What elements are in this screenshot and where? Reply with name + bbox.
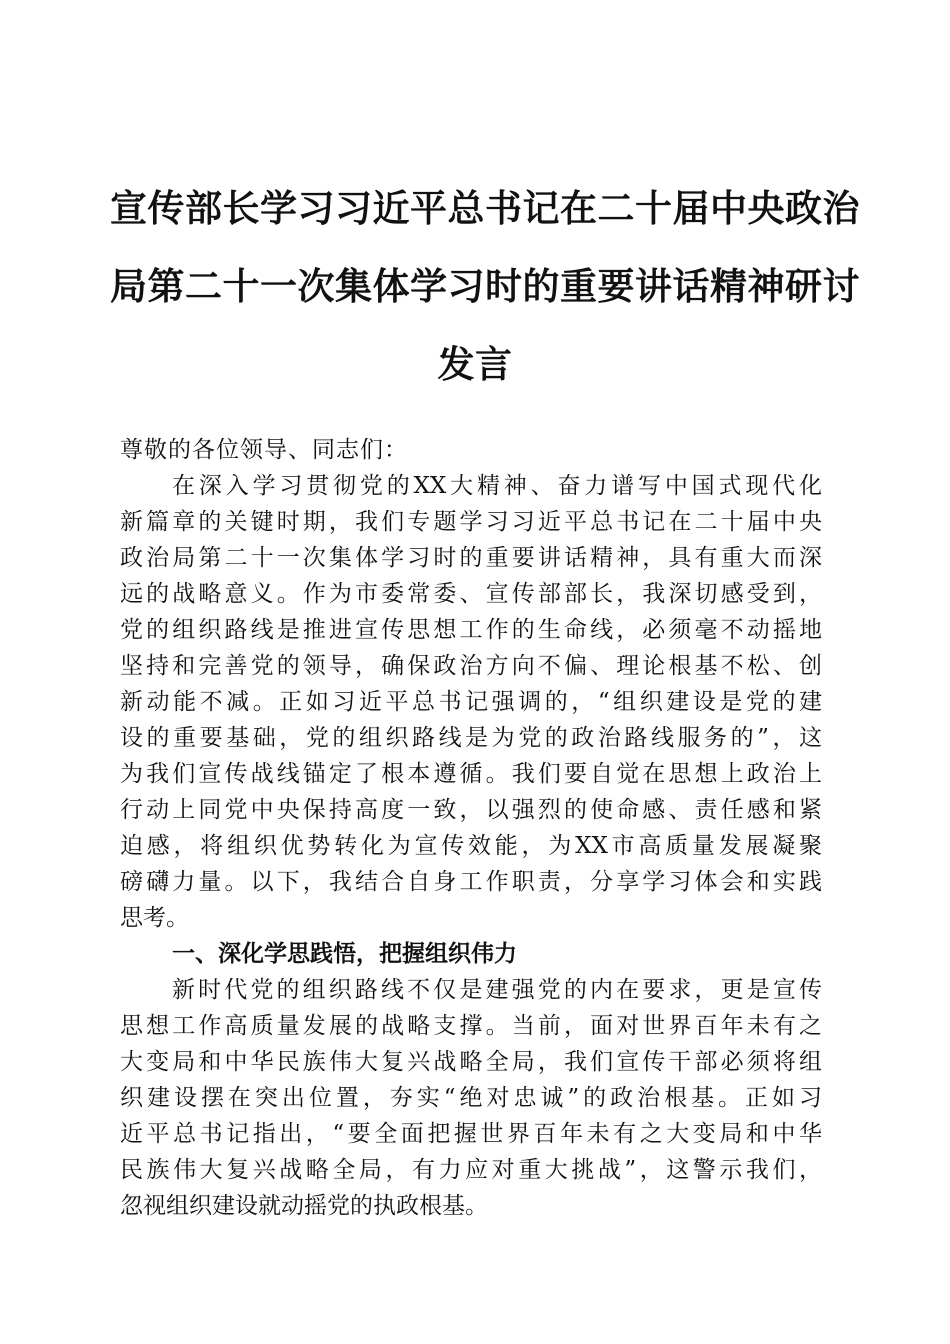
paragraph-line: 忽视组织建设就动摇党的执政根基。 xyxy=(120,1193,488,1219)
paragraph-line: 设的重要基础，党的组织路线是为党的政治路线服务的”，这 xyxy=(120,725,822,751)
title-line-2: 局第二十一次集体学习时的重要讲话精神研讨 xyxy=(110,265,860,308)
paragraph-2 xyxy=(120,972,822,1224)
paragraph-line: 民族伟大复兴战略全局，有力应对重大挑战”，这警示我们， xyxy=(120,1157,822,1183)
document-title xyxy=(110,170,860,404)
paragraph-line: 思想工作高质量发展的战略支撑。当前，面对世界百年未有之 xyxy=(120,1013,822,1039)
paragraph-line: 大变局和中华民族伟大复兴战略全局，我们宣传干部必须将组 xyxy=(120,1049,822,1075)
paragraph-line: 行动上同党中央保持高度一致，以强烈的使命感、责任感和紧 xyxy=(120,797,822,823)
title-line-1: 宣传部长学习习近平总书记在二十届中央政治 xyxy=(110,187,860,230)
paragraph-line: 织建设摆在突出位置，夯实“绝对忠诚”的政治根基。正如习 xyxy=(120,1085,822,1111)
paragraph-1 xyxy=(120,468,822,936)
title-line-3: 发言 xyxy=(437,343,513,386)
paragraph-line: 远的战略意义。作为市委常委、宣传部部长，我深切感受到， xyxy=(120,581,822,607)
paragraph-line: 为我们宣传战线锚定了根本遵循。我们要自觉在思想上政治上 xyxy=(120,761,822,787)
salutation: 尊敬的各位领导、同志们： xyxy=(120,437,408,463)
paragraph-line: 新动能不减。正如习近平总书记强调的，“组织建设是党的建 xyxy=(120,689,822,715)
paragraph-line: 迫感，将组织优势转化为宣传效能，为XX市高质量发展凝聚 xyxy=(120,833,822,859)
paragraph-line: 思考。 xyxy=(120,905,189,931)
paragraph-line: 在深入学习贯彻党的XX大精神、奋力谱写中国式现代化 xyxy=(172,473,822,499)
paragraph-line: 新时代党的组织路线不仅是建强党的内在要求，更是宣传 xyxy=(172,977,822,1003)
document-body xyxy=(120,432,822,1224)
paragraph-line: 党的组织路线是推进宣传思想工作的生命线，必须毫不动摇地 xyxy=(120,617,822,643)
paragraph-line: 近平总书记指出，“要全面把握世界百年未有之大变局和中华 xyxy=(120,1121,822,1147)
paragraph-line: 坚持和完善党的领导，确保政治方向不偏、理论根基不松、创 xyxy=(120,653,822,679)
paragraph-line: 新篇章的关键时期，我们专题学习习近平总书记在二十届中央 xyxy=(120,509,822,535)
paragraph-line: 磅礴力量。以下，我结合自身工作职责，分享学习体会和实践 xyxy=(120,869,822,895)
section-heading-1: 一、深化学思践悟，把握组织伟力 xyxy=(172,941,517,967)
paragraph-line: 政治局第二十一次集体学习时的重要讲话精神，具有重大而深 xyxy=(120,545,822,571)
